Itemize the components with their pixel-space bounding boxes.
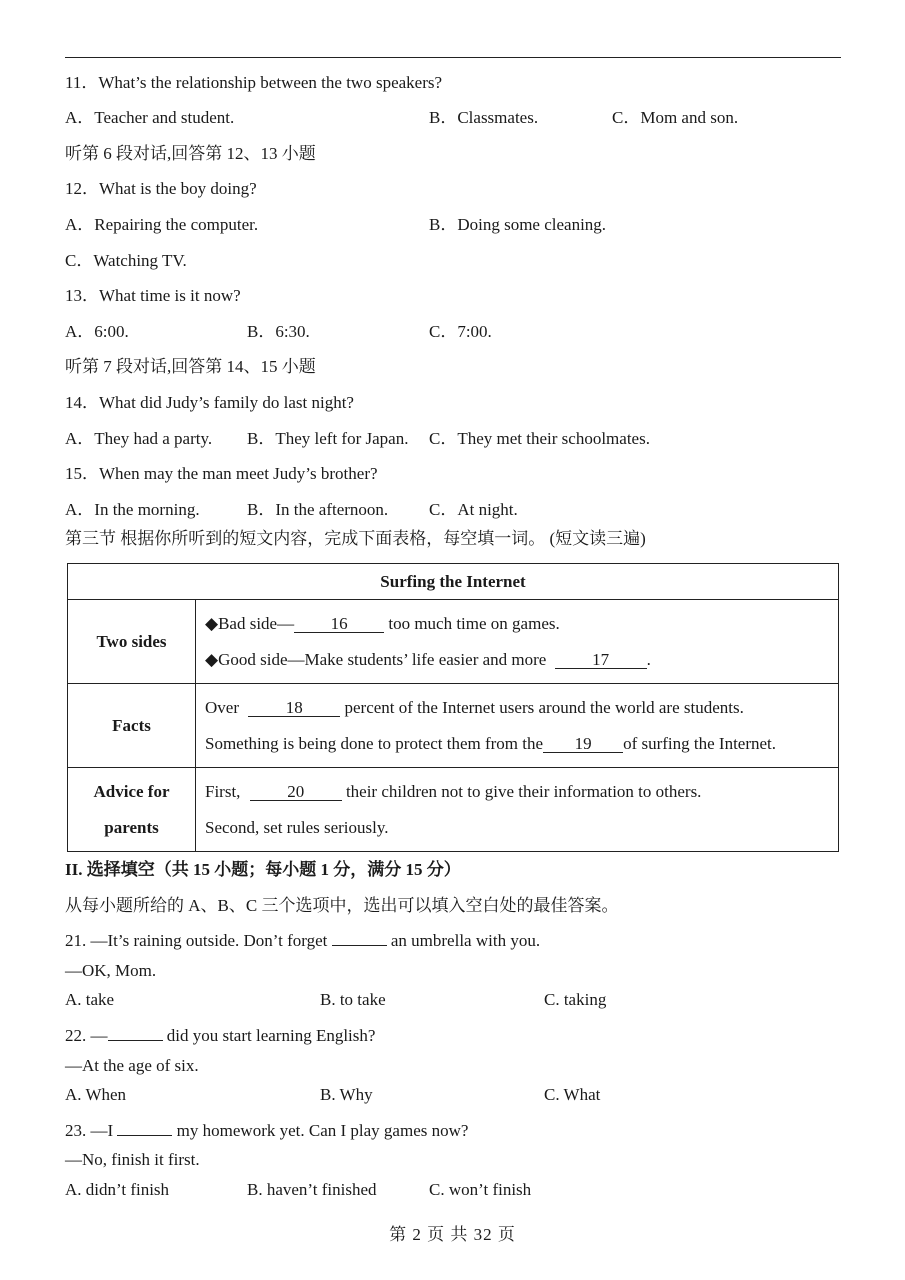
blank-23 bbox=[117, 1135, 172, 1136]
q12-option-c: C．Watching TV. bbox=[65, 251, 187, 270]
section-6-instruction: 听第 6 段对话,回答第 12、13 小题 bbox=[65, 144, 316, 163]
q12-option-b: B．Doing some cleaning. bbox=[429, 215, 607, 234]
q23-option-c: C. won’t finish bbox=[429, 1180, 532, 1199]
part-2-instruction: 从每小题所给的 A、B、C 三个选项中，选出可以填入空白处的最佳答案。 bbox=[65, 896, 619, 915]
question-11: 11．What’s the relationship between the two speakers? bbox=[65, 73, 443, 92]
q11-option-b: B．Classmates. bbox=[429, 108, 539, 127]
q23-option-a: A. didn’t finish bbox=[65, 1180, 170, 1199]
blank-17: 17 bbox=[555, 651, 647, 669]
q14-option-b: B．They left for Japan. bbox=[247, 429, 409, 448]
part-2-title: II. 选择填空（共 15 小题；每小题 1 分，满分 15 分） bbox=[65, 860, 461, 879]
q12-option-a: A．Repairing the computer. bbox=[65, 215, 259, 234]
advice-cell bbox=[196, 768, 839, 852]
blank-18: 18 bbox=[248, 699, 340, 717]
q21-option-a: A. take bbox=[65, 990, 115, 1009]
question-15: 15．When may the man meet Judy’s brother? bbox=[65, 464, 378, 483]
q23-option-b: B. haven’t finished bbox=[247, 1180, 377, 1199]
advice-header-line-2: parents bbox=[104, 817, 159, 837]
q14-option-c: C．They met their schoolmates. bbox=[429, 429, 650, 448]
question-22: 22. — did you start learning English? bbox=[65, 1026, 376, 1045]
good-side-line: ◆Good side—Make students’ life easier and more 17 . bbox=[205, 649, 651, 669]
table-title: Surfing the Internet bbox=[68, 564, 839, 600]
facts-cell bbox=[196, 684, 839, 768]
question-12: 12．What is the boy doing? bbox=[65, 179, 257, 198]
question-21: 21. —It’s raining outside. Don’t forget an umbrella with you. bbox=[65, 931, 541, 950]
question-13: 13．What time is it now? bbox=[65, 286, 241, 305]
q14-option-a: A．They had a party. bbox=[65, 429, 213, 448]
blank-19: 19 bbox=[543, 735, 623, 753]
advice-line-2: Second, set rules seriously. bbox=[205, 817, 389, 837]
q22-option-a: A. When bbox=[65, 1085, 127, 1104]
listening-table bbox=[67, 563, 839, 852]
page-footer: 第 2 页 共 32 页 bbox=[389, 1225, 516, 1244]
q15-option-b: B．In the afternoon. bbox=[247, 500, 389, 519]
q21-reply: —OK, Mom. bbox=[65, 961, 157, 980]
q13-option-c: C．7:00. bbox=[429, 322, 492, 341]
row-header-facts: Facts bbox=[68, 684, 196, 768]
row-header-two-sides: Two sides bbox=[68, 600, 196, 684]
q22-option-c: C. What bbox=[544, 1085, 601, 1104]
two-sides-cell bbox=[196, 600, 839, 684]
bad-side-line: ◆Bad side— 16 too much time on games. bbox=[205, 613, 560, 633]
advice-line-1: First, 20 their children not to give their information to others. bbox=[205, 781, 702, 801]
facts-line-1: Over 18 percent of the Internet users around the world are students. bbox=[205, 697, 744, 717]
q22-option-b: B. Why bbox=[320, 1085, 373, 1104]
question-14: 14．What did Judy’s family do last night? bbox=[65, 393, 354, 412]
facts-line-2: Something is being done to protect them from the 19 of surfing the Internet. bbox=[205, 733, 777, 753]
q21-option-c: C. taking bbox=[544, 990, 607, 1009]
blank-21 bbox=[332, 945, 387, 946]
q13-option-b: B．6:30. bbox=[247, 322, 310, 341]
q15-option-c: C．At night. bbox=[429, 500, 518, 519]
q13-option-a: A．6:00. bbox=[65, 322, 129, 341]
advice-header-line-1: Advice for bbox=[93, 781, 170, 801]
section-7-instruction: 听第 7 段对话,回答第 14、15 小题 bbox=[65, 357, 316, 376]
part-3-instruction: 第三节 根据你所听到的短文内容，完成下面表格，每空填一词。 (短文读三遍) bbox=[65, 529, 646, 548]
q15-option-a: A．In the morning. bbox=[65, 500, 200, 519]
question-23: 23. —I my homework yet. Can I play games now? bbox=[65, 1121, 469, 1140]
blank-20: 20 bbox=[250, 783, 342, 801]
blank-16: 16 bbox=[294, 615, 384, 633]
blank-22 bbox=[108, 1040, 163, 1041]
header-rule bbox=[65, 57, 841, 58]
q11-option-a: A．Teacher and student. bbox=[65, 108, 235, 127]
q11-option-c: C．Mom and son. bbox=[612, 108, 739, 127]
row-header-advice bbox=[68, 768, 196, 852]
q21-option-b: B. to take bbox=[320, 990, 386, 1009]
q23-reply: —No, finish it first. bbox=[65, 1150, 200, 1169]
q22-reply: —At the age of six. bbox=[65, 1056, 199, 1075]
